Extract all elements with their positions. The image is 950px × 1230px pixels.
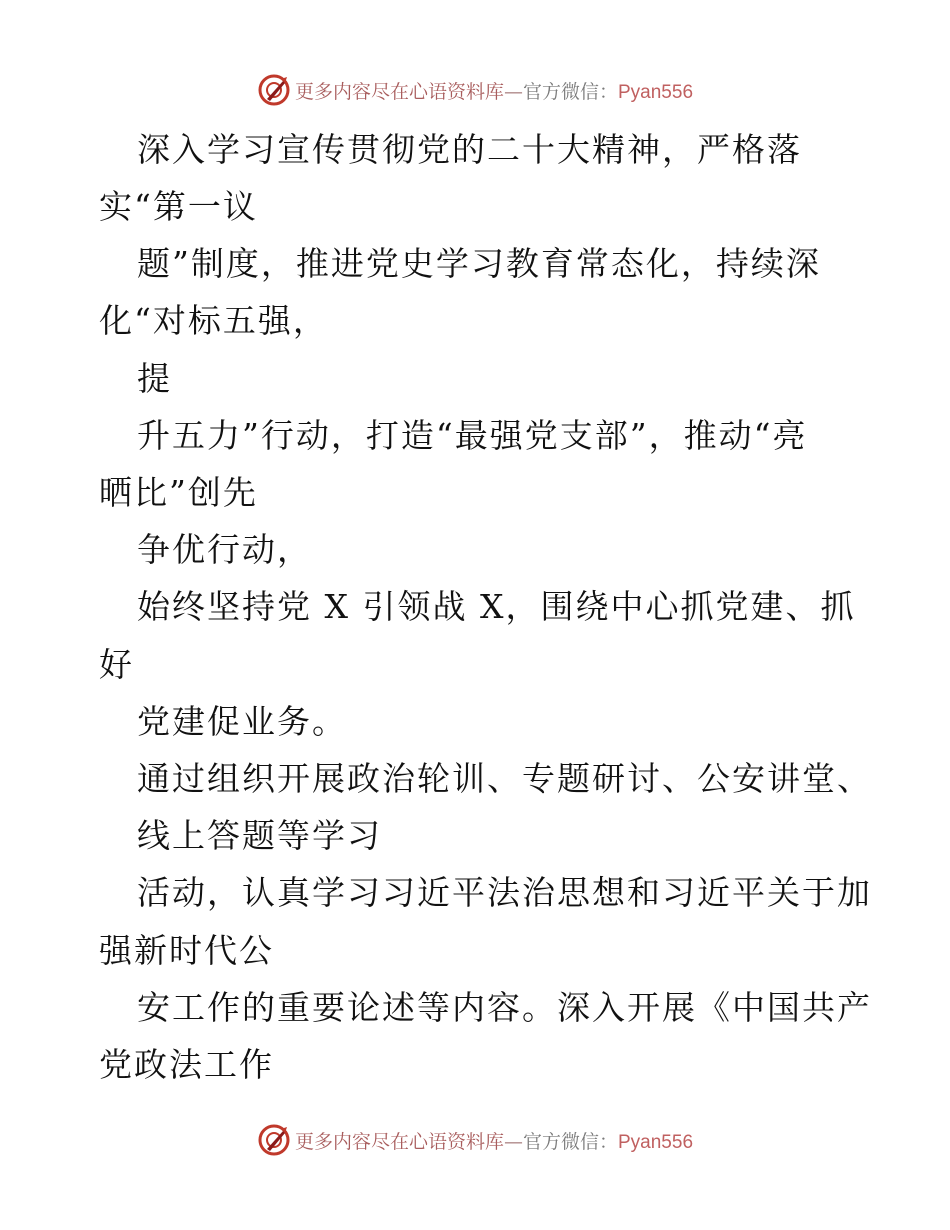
text-line: 深入学习宣传贯彻党的二十大精神，严格落 [137,130,802,169]
text-line: 活动，认真学习习近平法治思想和习近平关于加 [137,873,872,912]
logo-icon [257,1123,291,1157]
text-line: 安工作的重要论述等内容。深入开展《中国共产 [137,988,872,1027]
text-line: 晒比”创先 [99,473,258,512]
footer-banner [0,1120,950,1160]
text-line: 强新时代公 [99,931,274,970]
banner-title: 更多内容尽在心语资料库 [294,1130,504,1153]
logo-icon [257,73,291,107]
wechat-label: 官方微信： [522,80,618,103]
text-line: 通过组织开展政治轮训、专题研讨、公安讲堂、 [137,759,872,798]
text-line: 党政法工作 [99,1045,274,1084]
banner-text [295,1127,693,1154]
text-line: 始终坚持党 X 引领战 X，围绕中心抓党建、抓 [137,587,856,626]
text-line: 题”制度，推进党史学习教育常态化，持续深 [137,244,821,283]
banner-title: 更多内容尽在心语资料库 [294,80,504,103]
text-line: 化“对标五强， [99,301,328,340]
header-banner [0,70,950,110]
text-line: 提 [137,359,172,398]
text-line: 好 [99,645,134,684]
wechat-id: Pyan556 [618,1131,694,1153]
banner-text [295,77,693,104]
wechat-id: Pyan556 [618,81,694,103]
text-line: 升五力”行动，打造“最强党支部”，推动“亮 [137,416,808,455]
banner-separator: — [503,1130,523,1153]
text-line: 线上答题等学习 [137,816,382,855]
text-line: 争优行动， [137,530,312,569]
text-line: 实“第一议 [99,187,258,226]
text-line: 党建促业务。 [137,702,347,741]
wechat-label: 官方微信： [522,1130,618,1153]
banner-separator: — [503,80,523,103]
